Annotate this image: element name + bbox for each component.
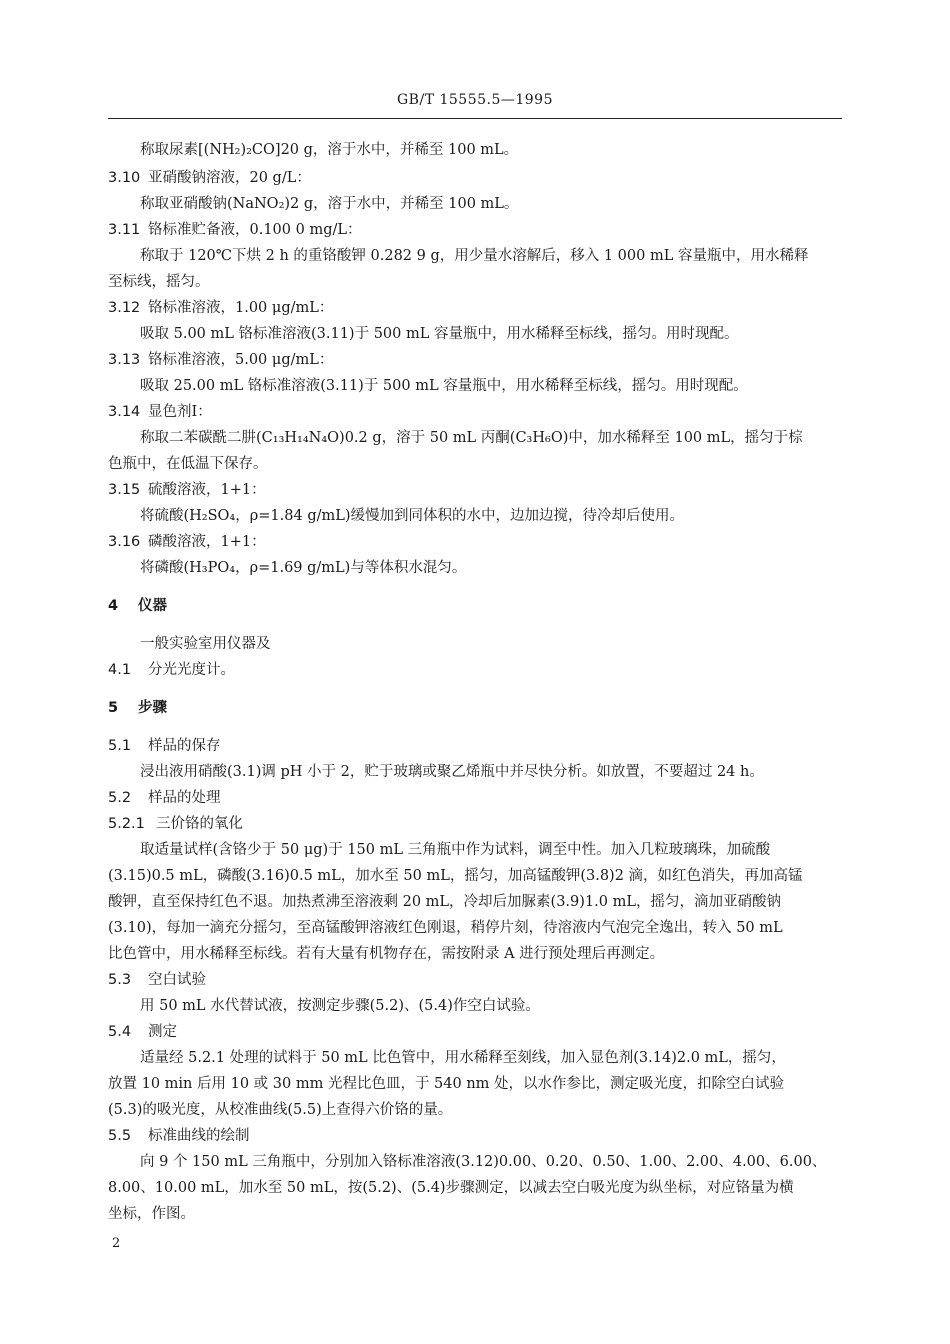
paragraph-line: 称取尿素[(NH₂)₂CO]20 g，溶于水中，并稀至 100 mL。 bbox=[140, 142, 519, 158]
clause-text: 显色剂Ⅰ： bbox=[148, 404, 212, 420]
paragraph-continuation: (3.10)，每加一滴充分摇匀，至高锰酸钾溶液红色刚退，稍停片刻，待溶液内气泡完全逸出，转入 50 mL bbox=[108, 920, 783, 936]
paragraph-continuation: 酸钾，直至保持红色不退。加热煮沸至溶液剩 20 mL，冷却后加脲素(3.9)1.0 mL，摇匀，滴加亚硝酸钠 bbox=[108, 894, 781, 910]
clause-number: 5.5 bbox=[108, 1128, 132, 1144]
clause-text: 铬标准贮备液，0.100 0 mg/L： bbox=[148, 222, 362, 238]
page-header: GB/T 15555.5—1995 bbox=[397, 92, 553, 108]
paragraph-continuation: 比色管中，用水稀释至标线。若有大量有机物存在，需按附录 A 进行预处理后再测定。 bbox=[108, 946, 665, 962]
paragraph-continuation: 8.00、10.00 mL，加水至 50 mL，按(5.2)、(5.4)步骤测定，以减去空白吸光度为纵坐标，对应铬量为横 bbox=[108, 1180, 794, 1196]
clause-heading bbox=[108, 812, 243, 833]
clause-number: 3.14 bbox=[108, 404, 141, 420]
clause-heading bbox=[108, 1124, 250, 1145]
section-number: 5 bbox=[108, 700, 119, 716]
clause-text: 磷酸溶液，1+1： bbox=[148, 534, 266, 550]
paragraph-line: 称取亚硝酸钠(NaNO₂)2 g，溶于水中，并稀至 100 mL。 bbox=[140, 196, 519, 212]
clause-number: 5.2.1 bbox=[108, 816, 145, 832]
paragraph-line: 将磷酸(H₃PO₄，ρ=1.69 g/mL)与等体积水混匀。 bbox=[140, 560, 467, 576]
clause-number: 3.11 bbox=[108, 222, 141, 238]
clause-heading bbox=[108, 734, 221, 755]
section-number: 4 bbox=[108, 598, 119, 614]
clause-number: 3.15 bbox=[108, 482, 141, 498]
clause-text: 亚硝酸钠溶液，20 g/L： bbox=[148, 170, 311, 186]
clause-text: 测定 bbox=[148, 1024, 177, 1040]
paragraph-line: 称取于 120℃下烘 2 h 的重铬酸钾 0.282 9 g，用少量水溶解后，移入 1 000 mL 容量瓶中，用水稀释 bbox=[140, 248, 809, 264]
clause-text: 分光光度计。 bbox=[148, 662, 235, 678]
clause-heading bbox=[108, 968, 206, 989]
clause-heading bbox=[108, 296, 333, 317]
clause-number: 5.1 bbox=[108, 738, 132, 754]
clause-number: 3.16 bbox=[108, 534, 141, 550]
clause-heading bbox=[108, 400, 212, 421]
paragraph-continuation: 至标线，摇匀。 bbox=[108, 274, 210, 290]
section-heading bbox=[108, 696, 167, 717]
clause-text: 样品的保存 bbox=[148, 738, 221, 754]
paragraph-line: 将硫酸(H₂SO₄，ρ=1.84 g/mL)缓慢加到同体积的水中，边加边搅，待冷却后使用。 bbox=[140, 508, 685, 524]
paragraph-line: 称取二苯碳酰二肼(C₁₃H₁₄N₄O)0.2 g，溶于 50 mL 丙酮(C₃H₆O)中，加水稀释至 100 mL，摇匀于棕 bbox=[140, 430, 803, 446]
paragraph-line: 适量经 5.2.1 处理的试料于 50 mL 比色管中，用水稀释至刻线，加入显色剂(3.14)2.0 mL，摇匀， bbox=[140, 1050, 786, 1066]
paragraph-continuation: 色瓶中，在低温下保存。 bbox=[108, 456, 268, 472]
paragraph-line: 用 50 mL 水代替试液，按测定步骤(5.2)、(5.4)作空白试验。 bbox=[140, 998, 540, 1014]
clause-number: 4.1 bbox=[108, 662, 132, 678]
paragraph-line: 取适量试样(含铬少于 50 μg)于 150 mL 三角瓶中作为试料，调至中性。加入几粒玻璃珠，加硫酸 bbox=[140, 842, 771, 858]
clause-number: 3.10 bbox=[108, 170, 141, 186]
paragraph-continuation: 坐标，作图。 bbox=[108, 1206, 195, 1222]
clause-number: 5.2 bbox=[108, 790, 132, 806]
clause-heading bbox=[108, 530, 266, 551]
clause-number: 5.3 bbox=[108, 972, 132, 988]
paragraph-continuation: (3.15)0.5 mL，磷酸(3.16)0.5 mL，加水至 50 mL，摇匀，加高锰酸钾(3.8)2 滴，如红色消失，再加高锰 bbox=[108, 868, 803, 884]
paragraph-line: 一般实验室用仪器及 bbox=[140, 636, 271, 652]
paragraph-line: 浸出液用硝酸(3.1)调 pH 小于 2，贮于玻璃或聚乙烯瓶中并尽快分析。如放置，不要超过 24 h。 bbox=[140, 764, 764, 780]
clause-heading bbox=[108, 478, 266, 499]
clause-text: 三价铬的氧化 bbox=[156, 816, 243, 832]
clause-text: 标准曲线的绘制 bbox=[148, 1128, 250, 1144]
section-title: 仪器 bbox=[138, 598, 167, 614]
clause-heading bbox=[108, 218, 362, 239]
clause-heading bbox=[108, 348, 333, 369]
page-number: 2 bbox=[112, 1236, 121, 1251]
section-title: 步骤 bbox=[138, 700, 167, 716]
clause-number: 3.12 bbox=[108, 300, 141, 316]
clause-text: 样品的处理 bbox=[148, 790, 221, 806]
clause-heading bbox=[108, 1020, 177, 1041]
clause-text: 空白试验 bbox=[148, 972, 206, 988]
section-heading bbox=[108, 594, 167, 615]
clause-heading bbox=[108, 786, 221, 807]
paragraph-line: 吸取 25.00 mL 铬标准溶液(3.11)于 500 mL 容量瓶中，用水稀释至标线，摇匀。用时现配。 bbox=[140, 378, 748, 394]
paragraph-continuation: 放置 10 min 后用 10 或 30 mm 光程比色皿，于 540 nm 处，以水作参比，测定吸光度，扣除空白试验 bbox=[108, 1076, 785, 1092]
clause-text: 硫酸溶液，1+1： bbox=[148, 482, 266, 498]
paragraph-line: 吸取 5.00 mL 铬标准溶液(3.11)于 500 mL 容量瓶中，用水稀释至标线，摇匀。用时现配。 bbox=[140, 326, 739, 342]
clause-text: 铬标准溶液，5.00 μg/mL： bbox=[148, 352, 334, 368]
paragraph-line: 向 9 个 150 mL 三角瓶中，分别加入铬标准溶液(3.12)0.00、0.20、0.50、1.00、2.00、4.00、6.00、 bbox=[140, 1154, 827, 1170]
clause-number: 3.13 bbox=[108, 352, 141, 368]
clause-text: 铬标准溶液，1.00 μg/mL： bbox=[148, 300, 334, 316]
clause-heading bbox=[108, 658, 235, 679]
clause-number: 5.4 bbox=[108, 1024, 132, 1040]
clause-heading bbox=[108, 166, 311, 187]
paragraph-continuation: (5.3)的吸光度，从校准曲线(5.5)上查得六价铬的量。 bbox=[108, 1102, 453, 1118]
header-rule bbox=[108, 118, 842, 119]
